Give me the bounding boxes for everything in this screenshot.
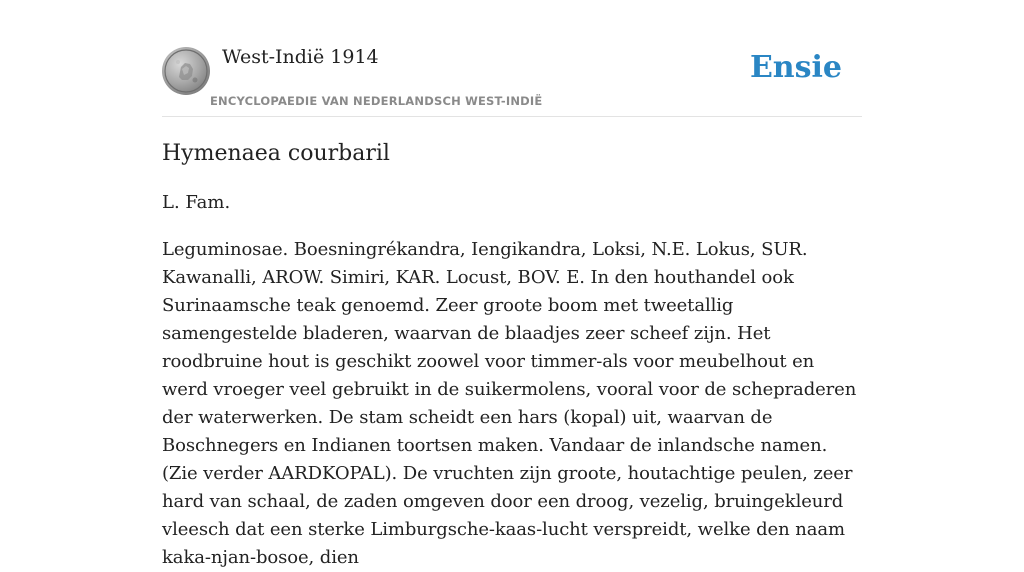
article-title: Hymenaea courbaril [162,141,390,166]
site-title[interactable]: West-Indië 1914 [222,46,379,68]
article-body: Leguminosae. Boesningrékandra, Iengikandra, Loksi, N.E. Lokus, SUR. Kawanalli, AROW. Simiri, KAR. Locust, BOV. E. In den houthandel ook Surinaamsche teak genoemd. Zeer groote boom met tweetallig samengestelde bladeren, waarvan de blaadjes zeer scheef zijn. Het roodbruine hout is geschikt zoowel voor timmer-als voor meubelhout en werd vroeger veel gebruikt in de suikermolens, vooral voor de schepraderen der waterwerken. De stam scheidt een hars (kopal) uit, waarvan de Boschnegers en Indianen toortsen maken. Vandaar de inlandsche namen. (Zie verder AARDKOPAL). De vruchten zijn groote, houtachtige peulen, zeer hard van schaal, de zaden omgeven door een droog, vezelig, bruingekleurd vleesch dat een sterke Limburgsche-kaas-lucht verspreidt, welke den naam kaka-njan-bosoe, dien [162,239,857,568]
article [162,138,862,572]
article-meta: L. Fam. [162,192,231,213]
site-header [162,0,862,117]
ensie-logo-link[interactable]: Ensie [749,50,842,85]
coin-emblem-icon[interactable] [162,47,210,95]
site-subtitle: ENCYCLOPAEDIE VAN NEDERLANDSCH WEST-INDIË [210,94,543,108]
